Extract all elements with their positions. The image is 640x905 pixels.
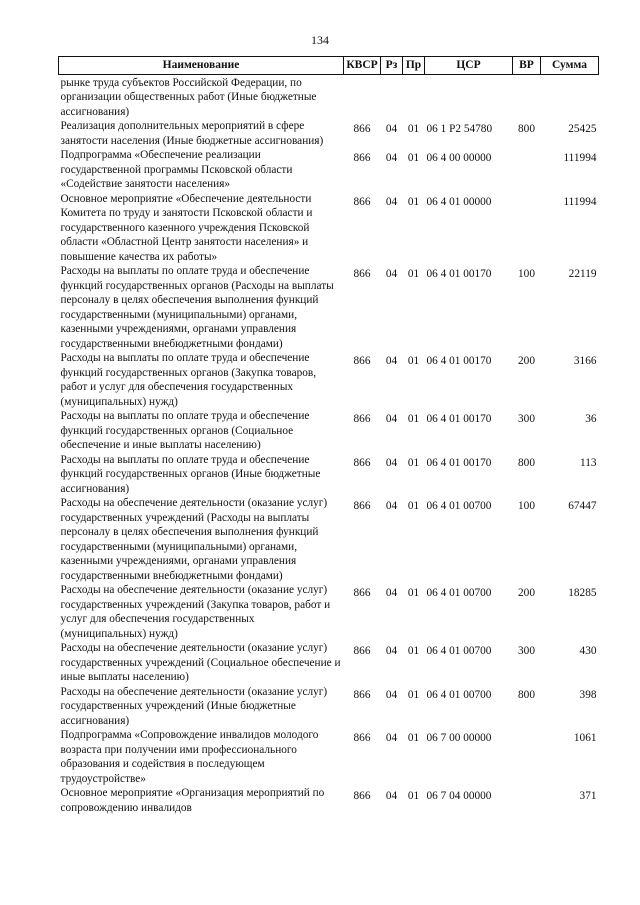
row-pr: 01 <box>407 732 420 744</box>
row-vr <box>513 74 541 119</box>
row-csr <box>425 74 513 119</box>
row-kvsr <box>344 74 381 119</box>
row-name: Расходы на выплаты по оплате труда и обеспечение функций государственных органов (Иные бюджетные ассигнования) <box>60 453 321 495</box>
row-kvsr: 866 <box>353 587 371 599</box>
row-name: Основное мероприятие «Организация мероприятий по сопровождению инвалидов <box>60 787 325 814</box>
row-csr: 06 4 01 00700 <box>426 587 492 599</box>
row-vr <box>513 728 541 786</box>
row-csr: 06 4 01 00700 <box>426 500 492 512</box>
row-vr: 100 <box>518 268 535 280</box>
row-pr <box>403 74 425 119</box>
row-sum: 67447 <box>568 500 597 512</box>
row-vr: 800 <box>518 456 535 469</box>
row-vr: 200 <box>518 355 535 367</box>
row-pr: 01 <box>407 688 420 701</box>
row-vr: 200 <box>518 587 535 599</box>
row-rz: 04 <box>385 456 398 469</box>
row-pr: 01 <box>407 790 420 802</box>
row-csr: 06 4 01 00700 <box>426 688 492 701</box>
row-name: Подпрограмма «Сопровождение инвалидов молодого возраста при получении ими профессионального образования и содействия в последующем трудоустройстве» <box>60 729 319 785</box>
row-name: Расходы на обеспечение деятельности (оказание услуг) государственных учреждений (Иные бюджетные ассигнования) <box>60 685 328 727</box>
row-pr: 01 <box>407 413 420 425</box>
row-csr: 06 4 01 00000 <box>426 195 492 208</box>
table-row <box>59 453 599 497</box>
row-csr: 06 7 00 00000 <box>426 732 492 744</box>
row-sum: 25425 <box>568 123 597 135</box>
row-csr: 06 4 01 00170 <box>426 456 492 469</box>
budget-table <box>58 56 599 815</box>
header-vr: ВР <box>513 57 541 75</box>
row-kvsr: 866 <box>353 123 371 135</box>
table-row <box>59 148 599 192</box>
row-kvsr: 866 <box>353 500 371 512</box>
row-pr: 01 <box>407 500 420 512</box>
row-rz: 04 <box>385 123 398 135</box>
row-pr: 01 <box>407 456 420 469</box>
row-sum: 111994 <box>563 152 597 164</box>
row-sum: 111994 <box>563 195 597 208</box>
row-sum: 3166 <box>573 355 597 367</box>
header-sum: Сумма <box>541 57 599 75</box>
row-rz: 04 <box>385 500 398 512</box>
row-vr: 800 <box>518 123 535 135</box>
row-rz: 04 <box>385 790 398 802</box>
table-row <box>59 351 599 409</box>
row-vr: 300 <box>518 645 535 657</box>
row-name: Расходы на обеспечение деятельности (оказание услуг) государственных учреждений (Расходы на выплаты персоналу в целях обеспечения выполнения функций государственными (муниципальными) органами, казенными учреждениями, органами управления государственными внебюджетными фондами) <box>60 497 328 582</box>
row-kvsr: 866 <box>353 355 371 367</box>
row-name: Расходы на выплаты по оплате труда и обеспечение функций государственных органов (Закупка товаров, работ и услуг для обеспечения государственных (муниципальных) нужд) <box>60 352 317 408</box>
row-vr: 300 <box>518 413 535 425</box>
header-name: Наименование <box>59 57 344 75</box>
table-row <box>59 685 599 729</box>
row-name: Расходы на обеспечение деятельности (оказание услуг) государственных учреждений (Социальное обеспечение и иные выплаты населению) <box>60 642 341 683</box>
row-rz: 04 <box>385 195 398 208</box>
header-pr: Пр <box>403 57 425 75</box>
row-sum: 371 <box>579 790 597 802</box>
row-vr <box>513 786 541 815</box>
row-rz: 04 <box>385 413 398 425</box>
row-csr: 06 7 04 00000 <box>426 790 492 802</box>
row-kvsr: 866 <box>353 790 371 802</box>
row-sum: 113 <box>579 456 597 469</box>
table-row <box>59 786 599 815</box>
table-row <box>59 641 599 685</box>
row-kvsr: 866 <box>353 152 371 164</box>
table-row <box>59 192 599 265</box>
row-pr: 01 <box>407 355 420 367</box>
row-name: Реализация дополнительных мероприятий в сфере занятости населения (Иные бюджетные ассигнования) <box>60 120 324 147</box>
table-row <box>59 74 599 119</box>
row-kvsr: 866 <box>353 195 371 208</box>
row-sum: 18285 <box>568 587 597 599</box>
row-csr: 06 4 01 00170 <box>426 355 492 367</box>
row-kvsr: 866 <box>353 413 371 425</box>
row-pr: 01 <box>407 123 420 135</box>
table-row <box>59 728 599 786</box>
row-kvsr: 866 <box>353 688 371 701</box>
table-row <box>59 496 599 583</box>
table-row <box>59 119 599 148</box>
header-csr: ЦСР <box>425 57 513 75</box>
row-vr: 800 <box>518 688 535 701</box>
row-vr <box>513 148 541 192</box>
row-kvsr: 866 <box>353 456 371 469</box>
row-sum: 398 <box>579 688 597 701</box>
row-sum: 1061 <box>573 732 597 744</box>
row-rz: 04 <box>385 732 398 744</box>
row-rz: 04 <box>385 688 398 701</box>
table-row <box>59 264 599 351</box>
row-csr: 06 4 01 00170 <box>426 268 492 280</box>
row-pr: 01 <box>407 645 420 657</box>
row-pr: 01 <box>407 268 420 280</box>
row-rz: 04 <box>385 268 398 280</box>
header-rz: Рз <box>381 57 403 75</box>
row-kvsr: 866 <box>353 732 371 744</box>
row-pr: 01 <box>407 195 420 208</box>
row-csr: 06 4 00 00000 <box>426 152 492 164</box>
row-csr: 06 1 P2 54780 <box>426 123 493 135</box>
row-name: Расходы на выплаты по оплате труда и обеспечение функций государственных органов (Расходы на выплаты персоналу в целях обеспечения выполнения функций государственными (муниципальными) органами, казенными учреждениями, органами управления государственными внебюджетными фондами) <box>60 265 334 350</box>
row-kvsr: 866 <box>353 645 371 657</box>
page-number: 134 <box>311 33 329 47</box>
row-name: рынке труда субъектов Российской Федерации, по организации общественных работ (Иные бюджетные ассигнования) <box>60 76 317 118</box>
table-row <box>59 409 599 453</box>
row-name: Подпрограмма «Обеспечение реализации государственной программы Псковской области «Содействие занятости населения» <box>60 149 293 190</box>
row-rz: 04 <box>385 355 398 367</box>
row-vr <box>513 192 541 265</box>
table-header-row <box>59 57 599 75</box>
row-sum: 36 <box>585 413 597 425</box>
row-sum <box>541 74 599 119</box>
row-sum: 430 <box>579 645 597 657</box>
row-pr: 01 <box>407 587 420 599</box>
row-pr: 01 <box>407 152 420 164</box>
row-rz: 04 <box>385 587 398 599</box>
row-kvsr: 866 <box>353 268 371 280</box>
row-csr: 06 4 01 00170 <box>426 413 492 425</box>
row-name: Расходы на обеспечение деятельности (оказание услуг) государственных учреждений (Закупка товаров, работ и услуг для обеспечения государственных (муниципальных) нужд) <box>60 584 331 640</box>
row-sum: 22119 <box>568 268 597 280</box>
row-rz <box>381 74 403 119</box>
table-row <box>59 583 599 641</box>
row-name: Основное мероприятие «Обеспечение деятельности Комитета по труду и занятости Псковской области и государственного казенного учреждения Псковской области «Областной Центр занятости населения» и повышение качества их работы» <box>60 192 313 263</box>
row-vr: 100 <box>518 500 535 512</box>
row-csr: 06 4 01 00700 <box>426 645 492 657</box>
row-name: Расходы на выплаты по оплате труда и обеспечение функций государственных органов (Социальное обеспечение и иные выплаты населению) <box>60 410 310 451</box>
row-rz: 04 <box>385 152 398 164</box>
row-rz: 04 <box>385 645 398 657</box>
header-kvsr: КВСР <box>344 57 381 75</box>
